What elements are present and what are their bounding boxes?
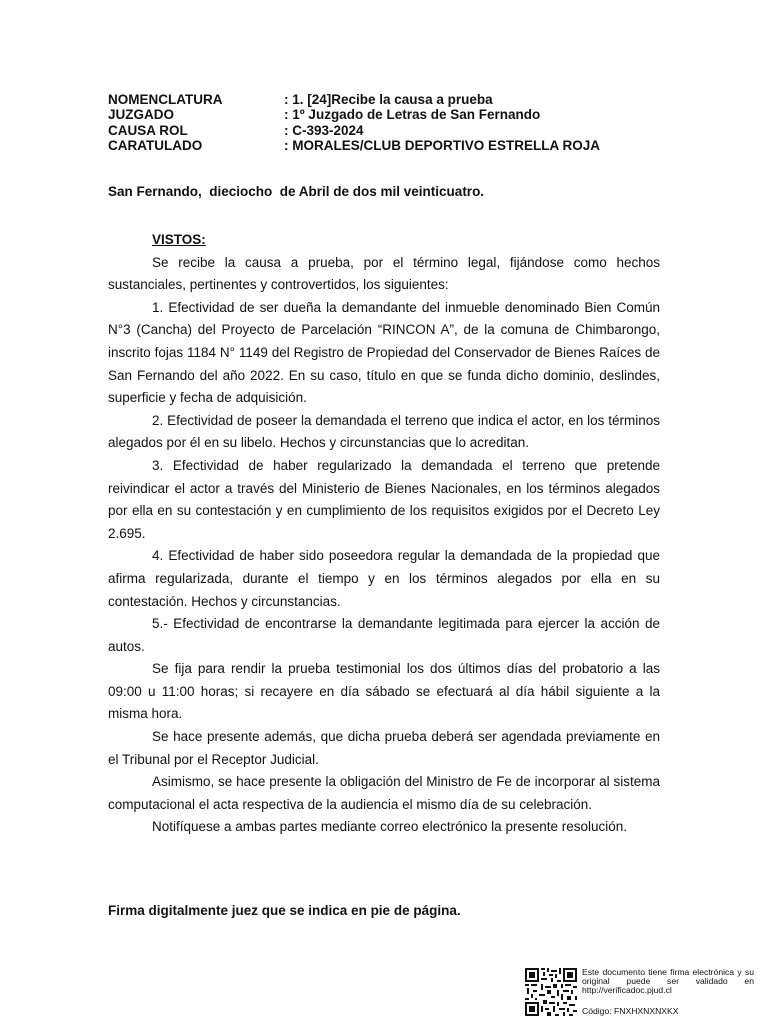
verification-note: Este documento tiene firma electrónica y su original puede ser validado en http://verificadoc.pjud.cl [582,967,754,996]
signature-note: Firma digitalmente juez que se indica en pie de página. [108,903,461,918]
header-label: NOMENCLATURA [108,92,223,107]
header-value: : C-393-2024 [284,122,364,138]
vistos-heading: VISTOS: [152,232,206,247]
paragraph-intro: Se recibe la causa a prueba, por el término legal, fijándose como hechos sustanciales, pertinentes y controvertidos, los siguientes: [108,254,660,293]
header-value: : 1. [24]Recibe la causa a prueba [284,92,493,107]
header-row-causa-rol [108,123,668,138]
paragraph-fact-3: 3. Efectividad de haber regularizado la demandada el terreno que pretende reivindicar el actor a través del Ministerio de Bienes Nacionales, en los términos alegados por ella en su contestación y en cumplimiento de los requisitos exigidos por el Decreto Ley 2.695. [108,457,660,541]
header-value: : 1º Juzgado de Letras de San Fernando [284,107,541,123]
paragraph-notificacion: Notifíquese a ambas partes mediante correo electrónico la presente resolución. [152,819,628,835]
resolution-body [108,229,660,839]
header-row-caratulado [108,138,668,153]
paragraph-fact-1: 1. Efectividad de ser dueña la demandante del inmueble denominado Bien Común N°3 (Cancha) del Proyecto de Parcelación “RINCON A”, de la comuna de Chimbarongo, inscrito fojas 1184 N° 1149 del Registro de Propiedad del Conservador de Bienes Raíces de San Fernando del año 2022. En su caso, título en que se funda dicho dominio, deslindes, superficie y fecha de adquisición. [108,299,660,406]
case-header [108,92,668,153]
header-value: : MORALES/CLUB DEPORTIVO ESTRELLA ROJA [284,137,601,153]
header-row-juzgado [108,107,668,122]
qr-code-icon [525,968,577,1016]
header-label: JUZGADO [108,107,175,123]
header-label: CARATULADO [108,137,203,153]
date-line: San Fernando, dieciocho de Abril de dos mil veinticuatro. [108,184,485,199]
verification-code: Código: FNXHXNXNXKX [582,1006,679,1016]
paragraph-fact-4: 4. Efectividad de haber sido poseedora regular la demandada de la propiedad que afirma regularizada, durante el tiempo y en los términos alegados por ella en su contestación. Hechos y circunstancias. [108,548,660,609]
header-label: CAUSA ROL [108,122,188,138]
paragraph-receptor: Se hace presente además, que dicha prueba deberá ser agendada previamente en el Tribunal por el Receptor Judicial. [108,729,660,767]
paragraph-fact-2: 2. Efectividad de poseer la demandada el terreno que indica el actor, en los términos alegados por él en su libelo. Hechos y circunstancias que lo acreditan. [108,412,660,451]
paragraph-fact-5: 5.- Efectividad de encontrarse la demandante legitimada para ejercer la acción de autos. [108,616,660,654]
header-row-nomenclatura [108,92,668,107]
paragraph-testimonial: Se fija para rendir la prueba testimonial los dos últimos días del probatorio a las 09:00 u 11:00 horas; si recayere en día sábado se efectuará al día hábil siguiente a la misma hora. [108,661,660,722]
paragraph-ministro-de-fe: Asimismo, se hace presente la obligación del Ministro de Fe de incorporar al sistema computacional el acta respectiva de la audiencia el mismo día de su celebración. [108,774,660,812]
